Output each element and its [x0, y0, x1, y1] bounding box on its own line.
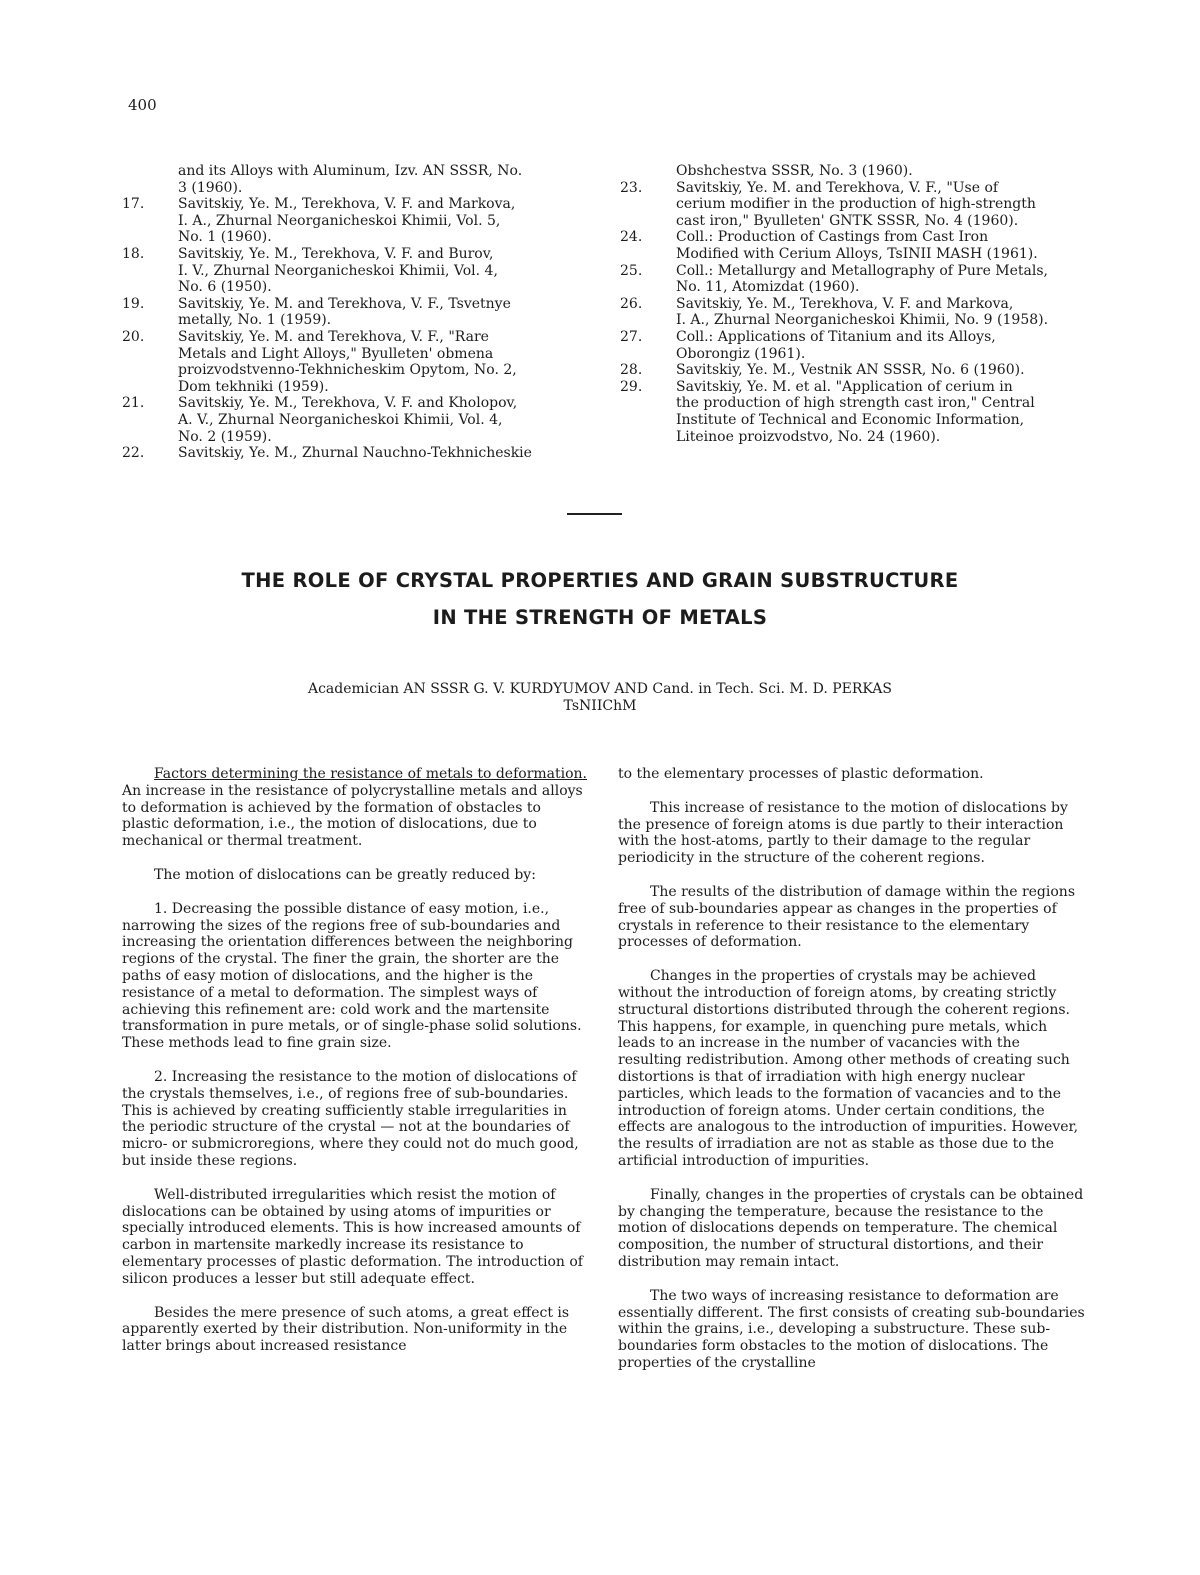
body-paragraph: 2. Increasing the resistance to the motion of dislocations of the crystals themselves, i.e., of regions free of sub-boundaries. This is achieved by creating sufficiently stable irregularities in the periodic structure of the crystal — not at the boundaries of micro- or submicroregions, where they could not do much good, but inside these regions.: [122, 1068, 579, 1169]
reference-text: Savitskiy, Ye. M., Vestnik AN SSSR, No. 6 (1960).: [676, 362, 1025, 379]
reference-number: 28.: [620, 362, 643, 379]
reference-item: [620, 180, 1090, 230]
body-column-left: [122, 766, 587, 1372]
reference-item: [620, 329, 1090, 362]
reference-text: Coll.: Applications of Titanium and its Alloys, Oborongiz (1961).: [676, 328, 996, 362]
reference-item: [620, 362, 1090, 379]
section-divider: [567, 513, 622, 515]
reference-item: [122, 329, 582, 395]
reference-text: Savitskiy, Ye. M. et al. "Application of cerium in the production of high strength cast iron," Central Institute of Technical and Economic Information, Liteinoe proizvodstvo, No. 24 (1960).: [676, 378, 1035, 445]
reference-text: Obshchestva SSSR, No. 3 (1960).: [676, 163, 913, 179]
body-paragraph: The motion of dislocations can be greatly reduced by:: [154, 866, 536, 883]
reference-text: Savitskiy, Ye. M. and Terekhova, V. F., "Rare Metals and Light Alloys," Byulleten' obmena proizvodstvenno-Tekhnicheskim Opytom, No. 2, Dom tekhniki (1959).: [178, 328, 517, 395]
body-paragraph: 1. Decreasing the possible distance of easy motion, i.e., narrowing the sizes of the regions free of sub-boundaries and increasing the orientation differences between the neighboring regions of the crystal. The finer the grain, the shorter are the paths of easy motion of dislocations, and the higher is the resistance of a metal to deformation. The simplest ways of achieving this refinement are: cold work and the martensite transformation in pure metals, or of single-phase solid solutions. These methods lead to fine grain size.: [122, 900, 582, 1052]
body-paragraph: This increase of resistance to the motion of dislocations by the presence of foreign atoms is due partly to their interaction with the host-atoms, partly to their damage to the regular periodicity in the structure of the coherent regions.: [618, 799, 1068, 867]
article-title: [0, 562, 1200, 636]
reference-text: Savitskiy, Ye. M., Terekhova, V. F. and Burov, I. V., Zhurnal Neorganicheskoi Khimii, Vol. 4, No. 6 (1950).: [178, 245, 498, 296]
body-paragraph: Well-distributed irregularities which resist the motion of dislocations can be obtained by using atoms of impurities or specially introduced elements. This is how increased amounts of carbon in martensite markedly increase its resistance to elementary processes of plastic deformation. The introduction of silicon produces a lesser but still adequate effect.: [122, 1186, 583, 1287]
reference-text: Savitskiy, Ye. M. and Terekhova, V. F., "Use of cerium modifier in the production of high-strength cast iron," Byulleten' GNTK SSSR, No. 4 (1960).: [676, 179, 1036, 229]
reference-number: 20.: [122, 328, 145, 345]
reference-number: 29.: [620, 378, 643, 395]
reference-item: [620, 296, 1090, 329]
reference-item: [620, 263, 1090, 296]
paragraph-text: An increase in the resistance of polycrystalline metals and alloys to deformation is achieved by the formation of obstacles to plastic deformation, i.e., the motion of dislocations, due to mechanical or thermal treatment.: [122, 782, 583, 850]
body-paragraph: Changes in the properties of crystals may be achieved without the introduction of foreign atoms, by creating strictly structural distortions distributed through the coherent regions. This happens, for example, in quenching pure metals, which leads to an increase in the number of vacancies with the resulting redistribution. Among other methods of creating such distortions is that of irradiation with high energy nuclear particles, which leads to the formation of vacancies and to the introduction of foreign atoms. Under certain conditions, the effects are analogous to the introduction of impurities. However, the results of irradiation are not as stable as those due to the artificial introduction of impurities.: [618, 968, 1079, 1169]
body-paragraph: [122, 766, 587, 850]
authors-line: Academician AN SSSR G. V. KURDYUMOV AND Cand. in Tech. Sci. M. D. PERKAS: [307, 681, 892, 697]
reference-item: [122, 296, 582, 329]
reference-number: 21.: [122, 395, 145, 412]
body-paragraph: The results of the distribution of damage within the regions free of sub-boundaries appear as changes in the properties of crystals in reference to their resistance to the elementary processes of deformation.: [618, 883, 1076, 951]
references-right: [620, 163, 1090, 445]
reference-text: Savitskiy, Ye. M., Terekhova, V. F. and Kholopov, A. V., Zhurnal Neorganicheskoi Khimii, Vol. 4, No. 2 (1959).: [178, 395, 518, 445]
page-number: 400: [128, 96, 157, 114]
reference-item: [122, 445, 582, 462]
body-paragraph: Besides the mere presence of such atoms, a great effect is apparently exerted by their distribution. Non-uniformity in the latter brings about increased resistance: [122, 1304, 570, 1355]
reference-item: [122, 163, 582, 196]
reference-text: Coll.: Production of Castings from Cast Iron Modified with Cerium Alloys, TsINII MASH (1961).: [676, 229, 1038, 262]
reference-number: 26.: [620, 295, 643, 312]
article-title-line-1: THE ROLE OF CRYSTAL PROPERTIES AND GRAIN SUBSTRUCTURE: [241, 569, 959, 592]
reference-text: and its Alloys with Aluminum, Izv. AN SSSR, No. 3 (1960).: [178, 163, 523, 196]
article-title-line-2: IN THE STRENGTH OF METALS: [432, 606, 768, 629]
reference-number: 17.: [122, 196, 145, 213]
affiliation-line: TsNIIChM: [563, 698, 637, 714]
reference-text: Savitskiy, Ye. M., Terekhova, V. F. and Markova, I. A., Zhurnal Neorganicheskoi Khimii, No. 9 (1958).: [676, 295, 1049, 329]
reference-item: [122, 246, 582, 296]
body-column-right: [618, 766, 1088, 1389]
body-paragraph: to the elementary processes of plastic deformation.: [618, 766, 984, 782]
reference-text: Savitskiy, Ye. M., Terekhova, V. F. and Markova, I. A., Zhurnal Neorganicheskoi Khimii, Vol. 5, No. 1 (1960).: [178, 196, 516, 246]
reference-number: 24.: [620, 229, 643, 246]
reference-text: Savitskiy, Ye. M., Zhurnal Nauchno-Tekhnicheskie: [178, 445, 532, 462]
reference-number: 18.: [122, 245, 145, 262]
reference-number: 25.: [620, 262, 643, 279]
body-paragraph: The two ways of increasing resistance to deformation are essentially different. The first consists of creating sub-boundaries within the grains, i.e., developing a substructure. These sub-boundaries form obstacles to the motion of dislocations. The properties of the crystalline: [618, 1287, 1085, 1371]
reference-text: Savitskiy, Ye. M. and Terekhova, V. F., Tsvetnye metally, No. 1 (1959).: [178, 295, 511, 329]
reference-number: 27.: [620, 328, 643, 345]
references-left: [122, 163, 582, 462]
reference-text: Coll.: Metallurgy and Metallography of Pure Metals, No. 11, Atomizdat (1960).: [676, 262, 1049, 296]
reference-item: [620, 229, 1090, 262]
body-paragraph: Finally, changes in the properties of crystals can be obtained by changing the temperature, because the resistance to the motion of dislocations depends on temperature. The chemical composition, the number of structural distortions, and their distribution may remain intact.: [618, 1186, 1084, 1270]
reference-item: [620, 379, 1090, 445]
reference-number: 19.: [122, 295, 145, 312]
reference-number: 23.: [620, 179, 643, 196]
reference-number: 22.: [122, 445, 145, 462]
reference-item: [122, 196, 582, 246]
reference-item: [122, 395, 582, 445]
reference-item: [620, 163, 1090, 180]
author-block: [0, 681, 1200, 715]
section-heading: Factors determining the resistance of metals to deformation.: [154, 766, 588, 782]
